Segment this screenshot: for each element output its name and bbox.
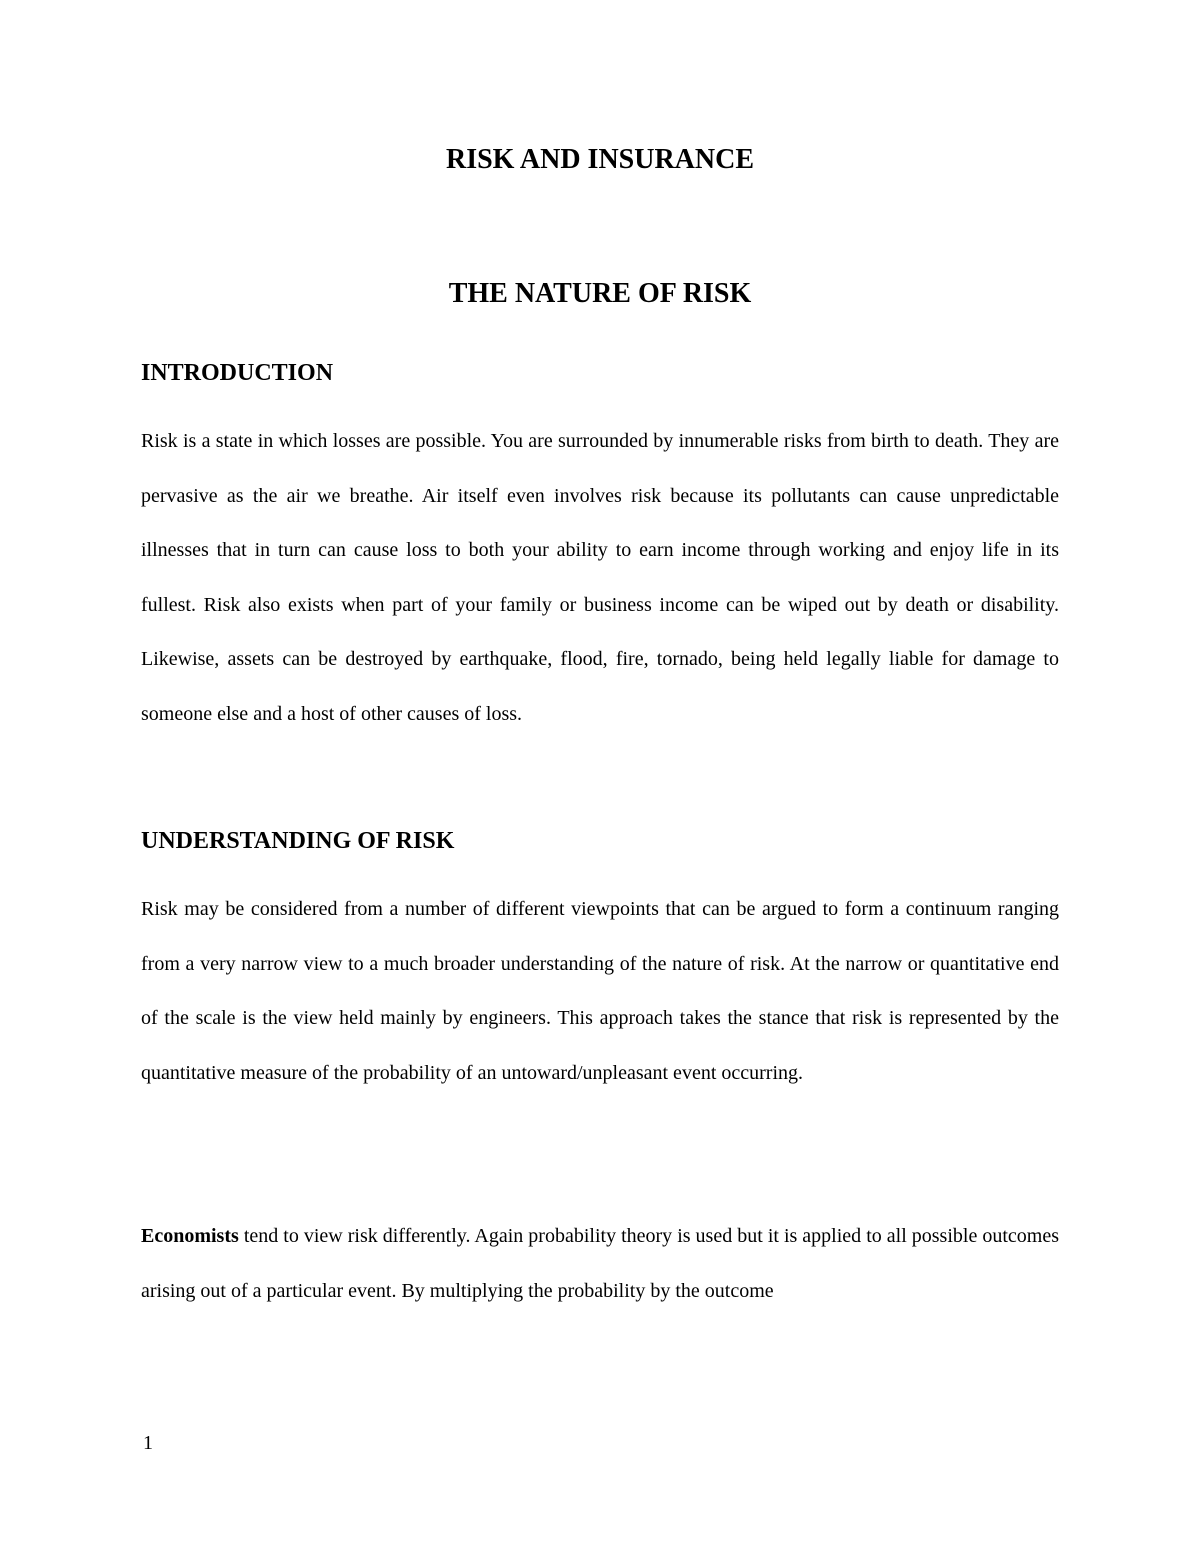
section-heading-understanding-of-risk: UNDERSTANDING OF RISK — [141, 828, 455, 854]
introduction-paragraph: Risk is a state in which losses are possible. You are surrounded by innumerable risks from birth to death. They are pervasive as the air we breathe. Air itself even involves risk because its pollutants can cause unpredictable illnesses that in turn can cause loss to both your ability to earn income through working and enjoy life in its fullest. Risk also exists when part of your family or business income can be wiped out by death or disability. Likewise, assets can be destroyed by earthquake, flood, fire, tornado, being held legally liable for damage to someone else and a host of other causes of loss. — [141, 430, 1059, 725]
document-title: RISK AND INSURANCE — [445, 144, 755, 175]
economists-paragraph — [141, 1209, 1059, 1318]
chapter-title: THE NATURE OF RISK — [448, 278, 752, 309]
understanding-of-risk-paragraph: Risk may be considered from a number of different viewpoints that can be argued to form a continuum ranging from a very narrow view to a much broader understanding of the nature of risk. At the narrow or quantitative end of the scale is the view held mainly by engineers. This approach takes the stance that risk is represented by the quantitative measure of the probability of an untoward/unpleasant event occurring. — [141, 898, 1059, 1084]
economists-paragraph-text: tend to view risk differently. Again probability theory is used but it is applied to all possible outcomes arising out of a particular event. By multiplying the probability by the outcome — [141, 1225, 1059, 1302]
page-number: 1 — [143, 1432, 153, 1454]
section-heading-introduction: INTRODUCTION — [141, 360, 334, 386]
economists-bold-lead: Economists — [141, 1225, 239, 1247]
